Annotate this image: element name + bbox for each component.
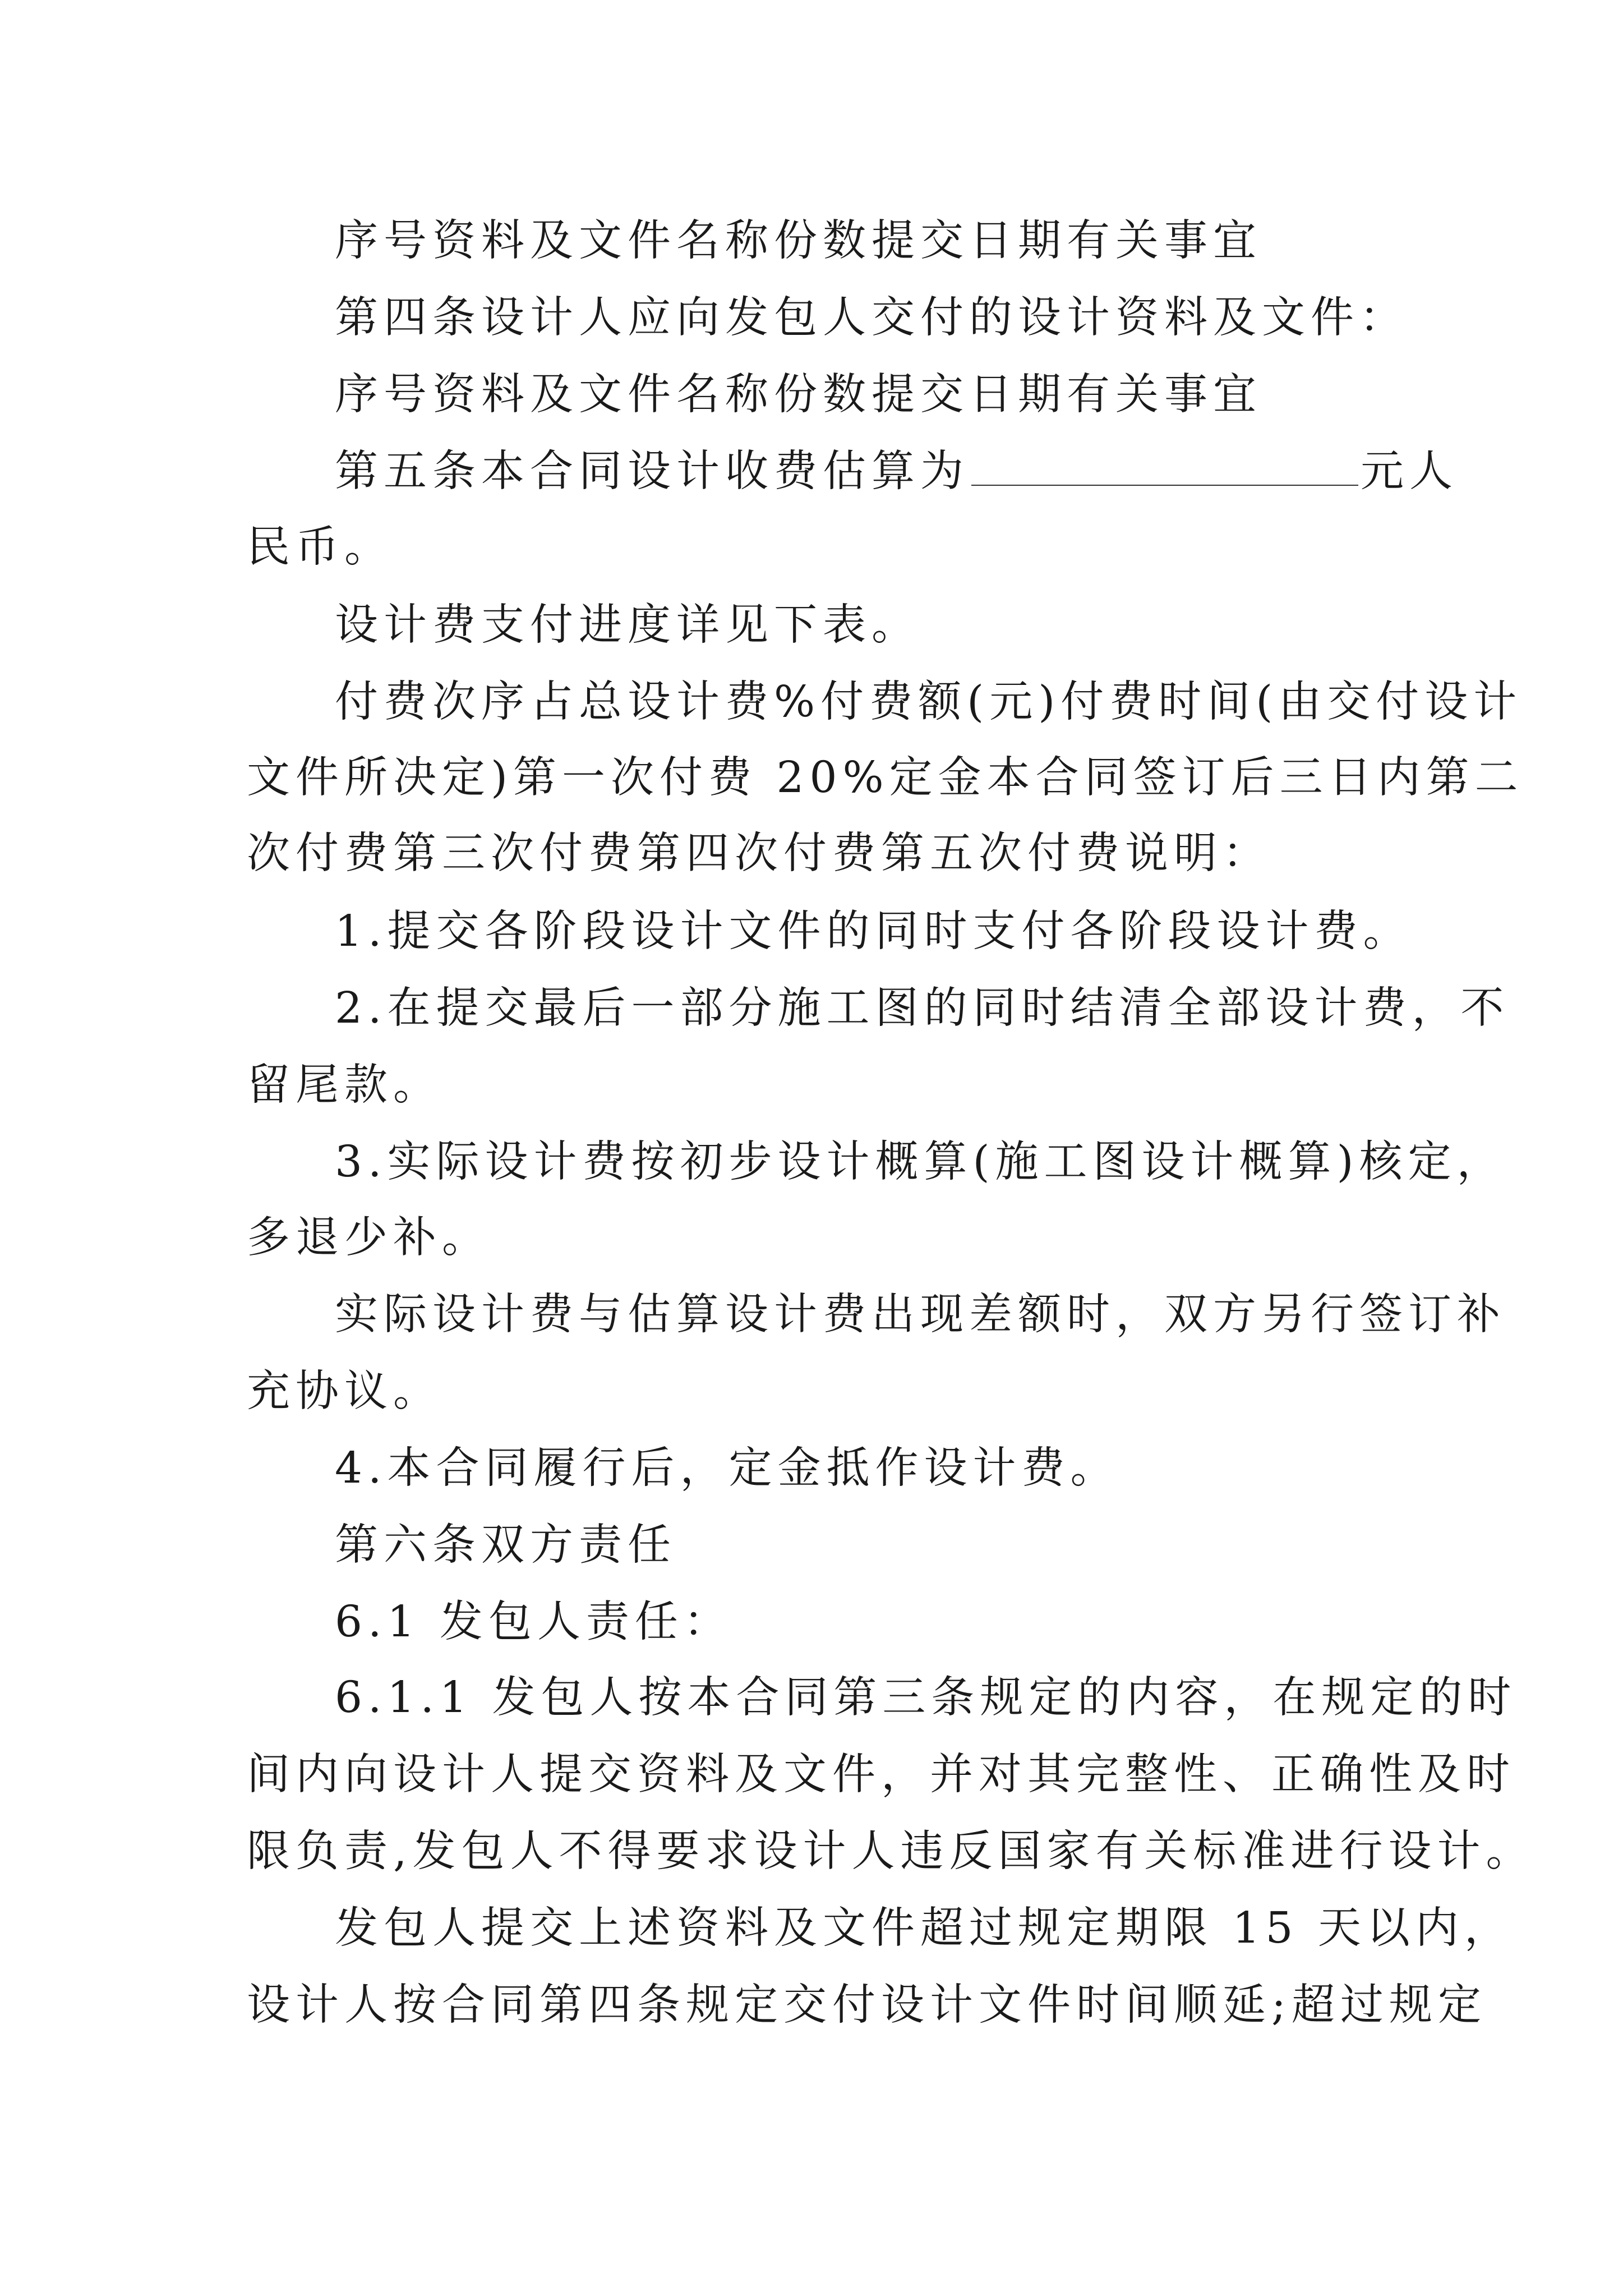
fee-estimate-line xyxy=(335,444,1458,500)
text-line: 2.在提交最后一部分施工图的同时结清全部设计费，不 xyxy=(335,983,1510,1033)
text-line: 间内向设计人提交资料及文件，并对其完整性、正确性及时 xyxy=(247,1750,1515,1800)
text-line: 序号资料及文件名称份数提交日期有关事宜 xyxy=(335,370,1262,420)
text-line: 设计费支付进度详见下表。 xyxy=(335,600,920,650)
text-line: 实际设计费与估算设计费出现差额时，双方另行签订补 xyxy=(335,1290,1506,1340)
text-line: 留尾款。 xyxy=(247,1060,442,1110)
fee-amount-blank xyxy=(971,447,1358,486)
text-line: 序号资料及文件名称份数提交日期有关事宜 xyxy=(335,216,1262,266)
text-line: 充协议。 xyxy=(247,1366,442,1416)
text-line: 6.1.1 发包人按本合同第三条规定的内容，在规定的时 xyxy=(335,1673,1517,1723)
text-line: 1.提交各阶段设计文件的同时支付各阶段设计费。 xyxy=(335,907,1412,956)
text-line: 第六条双方责任 xyxy=(335,1520,676,1570)
text-line: 设计人按合同第四条规定交付设计文件时间顺延;超过规定 xyxy=(247,1980,1487,2030)
text-line: 付费次序占总设计费%付费额(元)付费时间(由交付设计 xyxy=(335,677,1523,727)
text-line: 3.实际设计费按初步设计概算(施工图设计概算)核定， xyxy=(335,1137,1506,1187)
text-line: 限负责,发包人不得要求设计人违反国家有关标准进行设计。 xyxy=(247,1826,1535,1876)
text-line: 多退少补。 xyxy=(247,1213,491,1263)
fee-estimate-prefix: 第五条本合同设计收费估算为 xyxy=(335,447,969,496)
text-line: 次付费第三次付费第四次付费第五次付费说明： xyxy=(247,829,1271,878)
fee-estimate-suffix: 元人 xyxy=(1361,447,1458,496)
text-line: 民币。 xyxy=(247,522,393,572)
text-line: 发包人提交上述资料及文件超过规定期限 15 天以内， xyxy=(335,1903,1513,1953)
text-line: 4.本合同履行后，定金抵作设计费。 xyxy=(335,1443,1119,1493)
text-line: 6.1 发包人责任： xyxy=(335,1597,732,1647)
text-line: 文件所决定)第一次付费 20%定金本合同签订后三日内第二 xyxy=(247,753,1524,803)
text-line: 第四条设计人应向发包人交付的设计资料及文件： xyxy=(335,293,1408,343)
